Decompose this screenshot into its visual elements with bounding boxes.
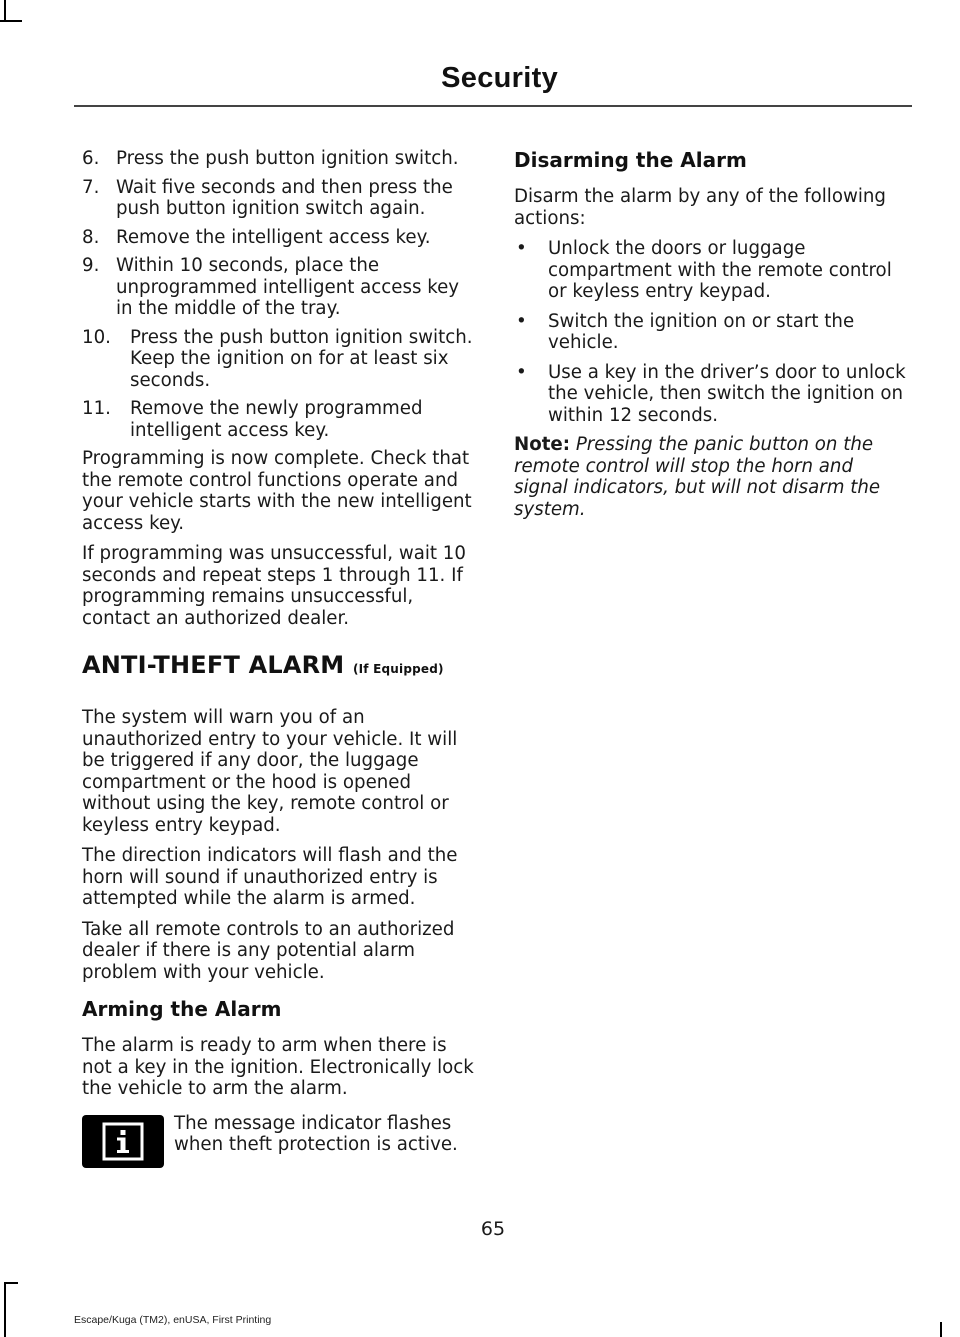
crop-mark-bottom-right <box>940 1322 942 1337</box>
paragraph-complete: Programming is now complete. Check that the remote control functions operate and your vehicle starts with the new intelligent access key. <box>82 448 472 534</box>
disarm-heading: Disarming the Alarm <box>514 148 747 172</box>
list-item: 7. Wait five seconds and then press the push button ignition switch again. <box>82 176 453 219</box>
page-number: 65 <box>480 1218 506 1240</box>
bullet-icon: • <box>516 238 527 259</box>
disarm-actions <box>514 238 908 426</box>
indicator-row <box>82 1109 474 1169</box>
note <box>514 434 908 520</box>
footer-text: Escape/Kuga (TM2), enUSA, First Printing <box>74 1314 272 1326</box>
paragraph-unsuccessful: If programming was unsuccessful, wait 10 seconds and repeat steps 1 through 11. If programming remains unsuccessful, contact an authorized dealer. <box>82 543 466 629</box>
programming-steps <box>82 148 474 441</box>
paragraph-warn: The system will warn you of an unauthorized entry to your vehicle. It will be triggered if any door, the luggage compartment or the hood is opened without using the key, remote control or keyless entry keypad. <box>82 707 458 836</box>
list-item: • Switch the ignition on or start the vehicle. <box>516 310 855 353</box>
crop-mark-top-left-h <box>0 20 22 22</box>
list-item: • Unlock the doors or luggage compartment with the remote control or keyless entry keypad. <box>516 238 892 302</box>
list-item: 6. Press the push button ignition switch. <box>82 148 459 169</box>
crop-mark-bottom-left-h <box>4 1282 18 1284</box>
list-item: 9. Within 10 seconds, place the unprogrammed intelligent access key in the middle of the tray. <box>82 255 460 319</box>
right-column <box>514 148 908 529</box>
section-title: ANTI-THEFT ALARM <box>82 651 345 679</box>
info-i-icon <box>82 1115 164 1168</box>
paragraph-dealer: Take all remote controls to an authorized dealer if there is any potential alarm problem with your vehicle. <box>82 918 455 983</box>
paragraph-arming: The alarm is ready to arm when there is not a key in the ignition. Electronically lock the vehicle to arm the alarm. <box>82 1035 474 1099</box>
list-item: • Use a key in the driver’s door to unlock the vehicle, then switch the ignition on within 12 seconds. <box>516 361 906 426</box>
crop-mark-bottom-left <box>4 1282 6 1337</box>
arming-heading: Arming the Alarm <box>82 997 282 1021</box>
list-item: 8. Remove the intelligent access key. <box>82 226 431 248</box>
list-item: 11. Remove the newly programmed intelligent access key. <box>82 398 423 441</box>
section-suffix: (If Equipped) <box>352 662 444 676</box>
left-column <box>82 148 474 1169</box>
page-title: Security <box>441 62 558 94</box>
note-text: Pressing the panic button on the remote control will stop the horn and signal indicators, but will not disarm the system. <box>514 434 881 520</box>
note-label: Note: <box>514 434 571 455</box>
header-rule <box>74 105 912 107</box>
bullet-icon: • <box>516 310 527 332</box>
crop-mark-top-left <box>4 0 6 22</box>
disarm-intro: Disarm the alarm by any of the following actions: <box>514 186 886 229</box>
list-item: 10. Press the push button ignition switch. Keep the ignition on for at least six seconds. <box>82 326 473 391</box>
paragraph-indicators: The direction indicators will flash and the horn will sound if unauthorized entry is attempted while the alarm is armed. <box>82 845 458 909</box>
indicator-description: The message indicator flashes when theft protection is active. <box>174 1112 458 1155</box>
bullet-icon: • <box>516 361 527 383</box>
section-heading <box>82 651 474 683</box>
